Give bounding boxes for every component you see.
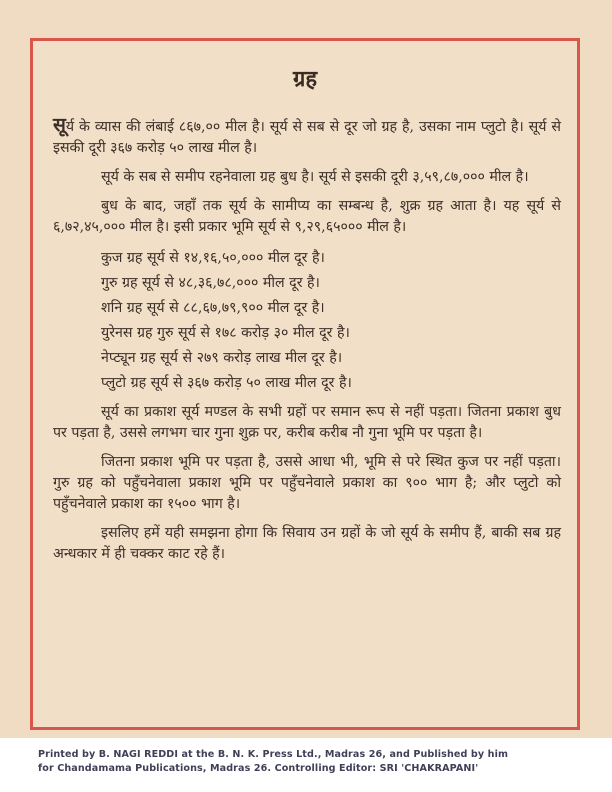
imprint-line-1: Printed by B. NAGI REDDI at the B. N. K. Press Ltd., Madras 26, and Published by him: [38, 749, 509, 760]
article-body: [53, 115, 561, 573]
planet-distance-list: [53, 246, 561, 396]
intro-paragraph: [53, 115, 561, 159]
imprint-line-2: for Chandamama Publications, Madras 26. Controlling Editor: SRI 'CHAKRAPANI': [38, 763, 479, 774]
paragraph-light-1: सूर्य का प्रकाश सूर्य मण्डल के सभी ग्रहों पर समान रूप से नहीं पड़ता। जितना प्रकाश बुध पर पड़ता है, उससे लगभग चार गुना शुक्र पर, करीब करीब नौ गुना भूमि पर पड़ता है।: [53, 404, 561, 441]
list-item: नेप्ट्यून ग्रह सूर्य से २७९ करोड़ लाख मील दूर है।: [101, 350, 343, 366]
list-item: युरेनस ग्रह गुरु सूर्य से १७८ करोड़ ३० मील दूर है।: [101, 325, 350, 341]
intro-text: र्य के व्यास की लंबाई ८६७,०० मील है। सूर्य से सब से दूर जो ग्रह है, उसका नाम प्लुटो है। सूर्य से इसकी दूरी ३६७ करोड़ ५० लाख मील है।: [53, 119, 561, 156]
dropcap: सू: [53, 114, 66, 136]
paragraph-light-2: जितना प्रकाश भूमि पर पड़ता है, उससे आधा भी, भूमि से परे स्थित कुज पर नहीं पड़ता। गुरु ग्रह को पहुँचनेवाला प्रकाश भूमि पर पहुँचनेवाले प्रकाश का ९०० भाग है; और प्लुटो को पहुँचनेवाले प्रकाश का १५०० भाग है।: [53, 454, 561, 512]
list-item: कुज ग्रह सूर्य से १४,१६,५०,००० मील दूर है।: [101, 250, 325, 266]
list-item: गुरु ग्रह सूर्य से ४८,३६,७८,००० मील दूर है।: [101, 275, 320, 291]
page-title: ग्रह: [292, 66, 318, 92]
list-item: शनि ग्रह सूर्य से ८८,६७,७९,९०० मील दूर है।: [101, 300, 325, 316]
paragraph-venus-earth: बुध के बाद, जहाँ तक सूर्य के सामीप्य का सम्बन्ध है, शुक्र ग्रह आता है। यह सूर्य से ६,७२,४५,००० मील है। इसी प्रकार भूमि सूर्य से ९,२९,६५००० मील है।: [53, 198, 561, 235]
paragraph-conclusion: इसलिए हमें यही समझना होगा कि सिवाय उन ग्रहों के जो सूर्य के समीप हैं, बाकी सब ग्रह अन्धकार में ही चक्कर काट रहे हैं।: [53, 525, 561, 562]
list-item: प्लुटो ग्रह सूर्य से ३६७ करोड़ ५० लाख मील दूर है।: [101, 375, 352, 391]
paragraph-mercury: सूर्य के सब से समीप रहनेवाला ग्रह बुध है। सूर्य से इसकी दूरी ३,५९,८७,००० मील है।: [101, 169, 529, 185]
article-frame: [30, 38, 580, 730]
imprint-footer: [38, 748, 598, 776]
